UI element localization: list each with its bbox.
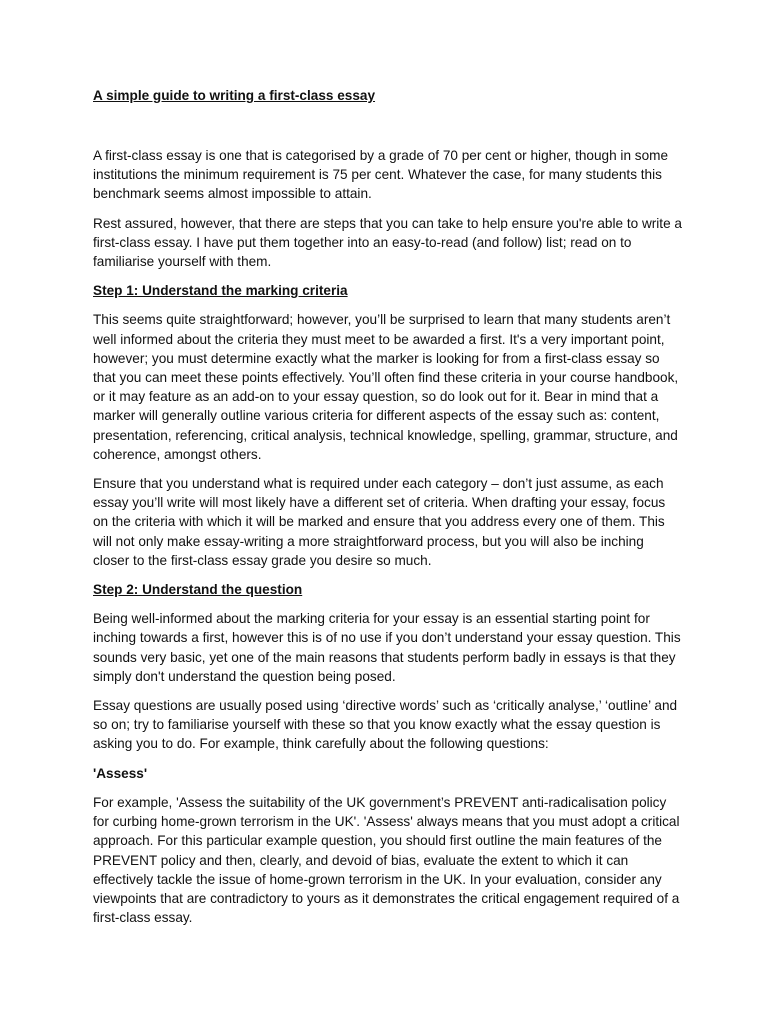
step1-heading: Step 1: Understand the marking criteria: [93, 283, 348, 299]
title-spacer: [93, 106, 683, 146]
step1-paragraph-1: This seems quite straightforward; however, you’ll be surprised to learn that many students aren’t well informed about the criteria they must meet to be awarded a first. It's a very important point, however; you must determine exactly what the marker is looking for from a first-class essay so that you can meet these points effectively. You’ll often find these criteria in your course handbook, or it may feature as an add-on to your essay question, so do look out for it. Bear in mind that a marker will generally outline various criteria for different aspects of the essay such as: content, presentation, referencing, critical analysis, technical knowledge, spelling, grammar, structure, and coherence, amongst others.: [93, 312, 679, 462]
intro-paragraph-1: A first-class essay is one that is categorised by a grade of 70 per cent or higher, though in some institutions the minimum requirement is 75 per cent. Whatever the case, for many students this benchmark seems almost impossible to attain.: [93, 148, 669, 202]
document-page: [93, 86, 683, 937]
assess-label: 'Assess': [93, 765, 148, 781]
step2-paragraph-2: Essay questions are usually posed using ‘directive words’ such as ‘critically analyse,’ ‘outline’ and so on; try to familiarise yourself with these so that you know exactly what the essay question is asking you to do. For example, think carefully about the following questions:: [93, 698, 678, 752]
assess-paragraph: For example, 'Assess the suitability of the UK government’s PREVENT anti-radicalisation policy for curbing home-grown terrorism in the UK'. 'Assess' always means that you must adopt a critical approach. For this particular example question, you should first outline the main features of the PREVENT policy and then, clearly, and devoid of bias, evaluate the extent to which it can effectively tackle the issue of home-grown terrorism in the UK. In your evaluation, consider any viewpoints that are contradictory to yours as it demonstrates the critical engagement required of a first-class essay.: [93, 794, 680, 926]
step2-heading: Step 2: Understand the question: [93, 582, 303, 598]
step2-paragraph-1: Being well-informed about the marking criteria for your essay is an essential starting point for inching towards a first, however this is of no use if you don’t understand your essay question. This sounds very basic, yet one of the main reasons that students perform badly in essays is that they simply don't understand the question being posed.: [93, 611, 681, 684]
document-title: A simple guide to writing a first-class essay: [93, 88, 376, 103]
intro-paragraph-2: Rest assured, however, that there are steps that you can take to help ensure you're able to write a first-class essay. I have put them together into an easy-to-read (and follow) list; read on to familiarise yourself with them.: [93, 215, 682, 270]
step1-paragraph-2: Ensure that you understand what is required under each category – don’t just assume, as each essay you’ll write will most likely have a different set of criteria. When drafting your essay, focus on the criteria with which it will be marked and ensure that you address every one of them. This will not only make essay-writing a more straightforward process, but you will also be inching closer to the first-class essay grade you desire so much.: [93, 476, 666, 568]
